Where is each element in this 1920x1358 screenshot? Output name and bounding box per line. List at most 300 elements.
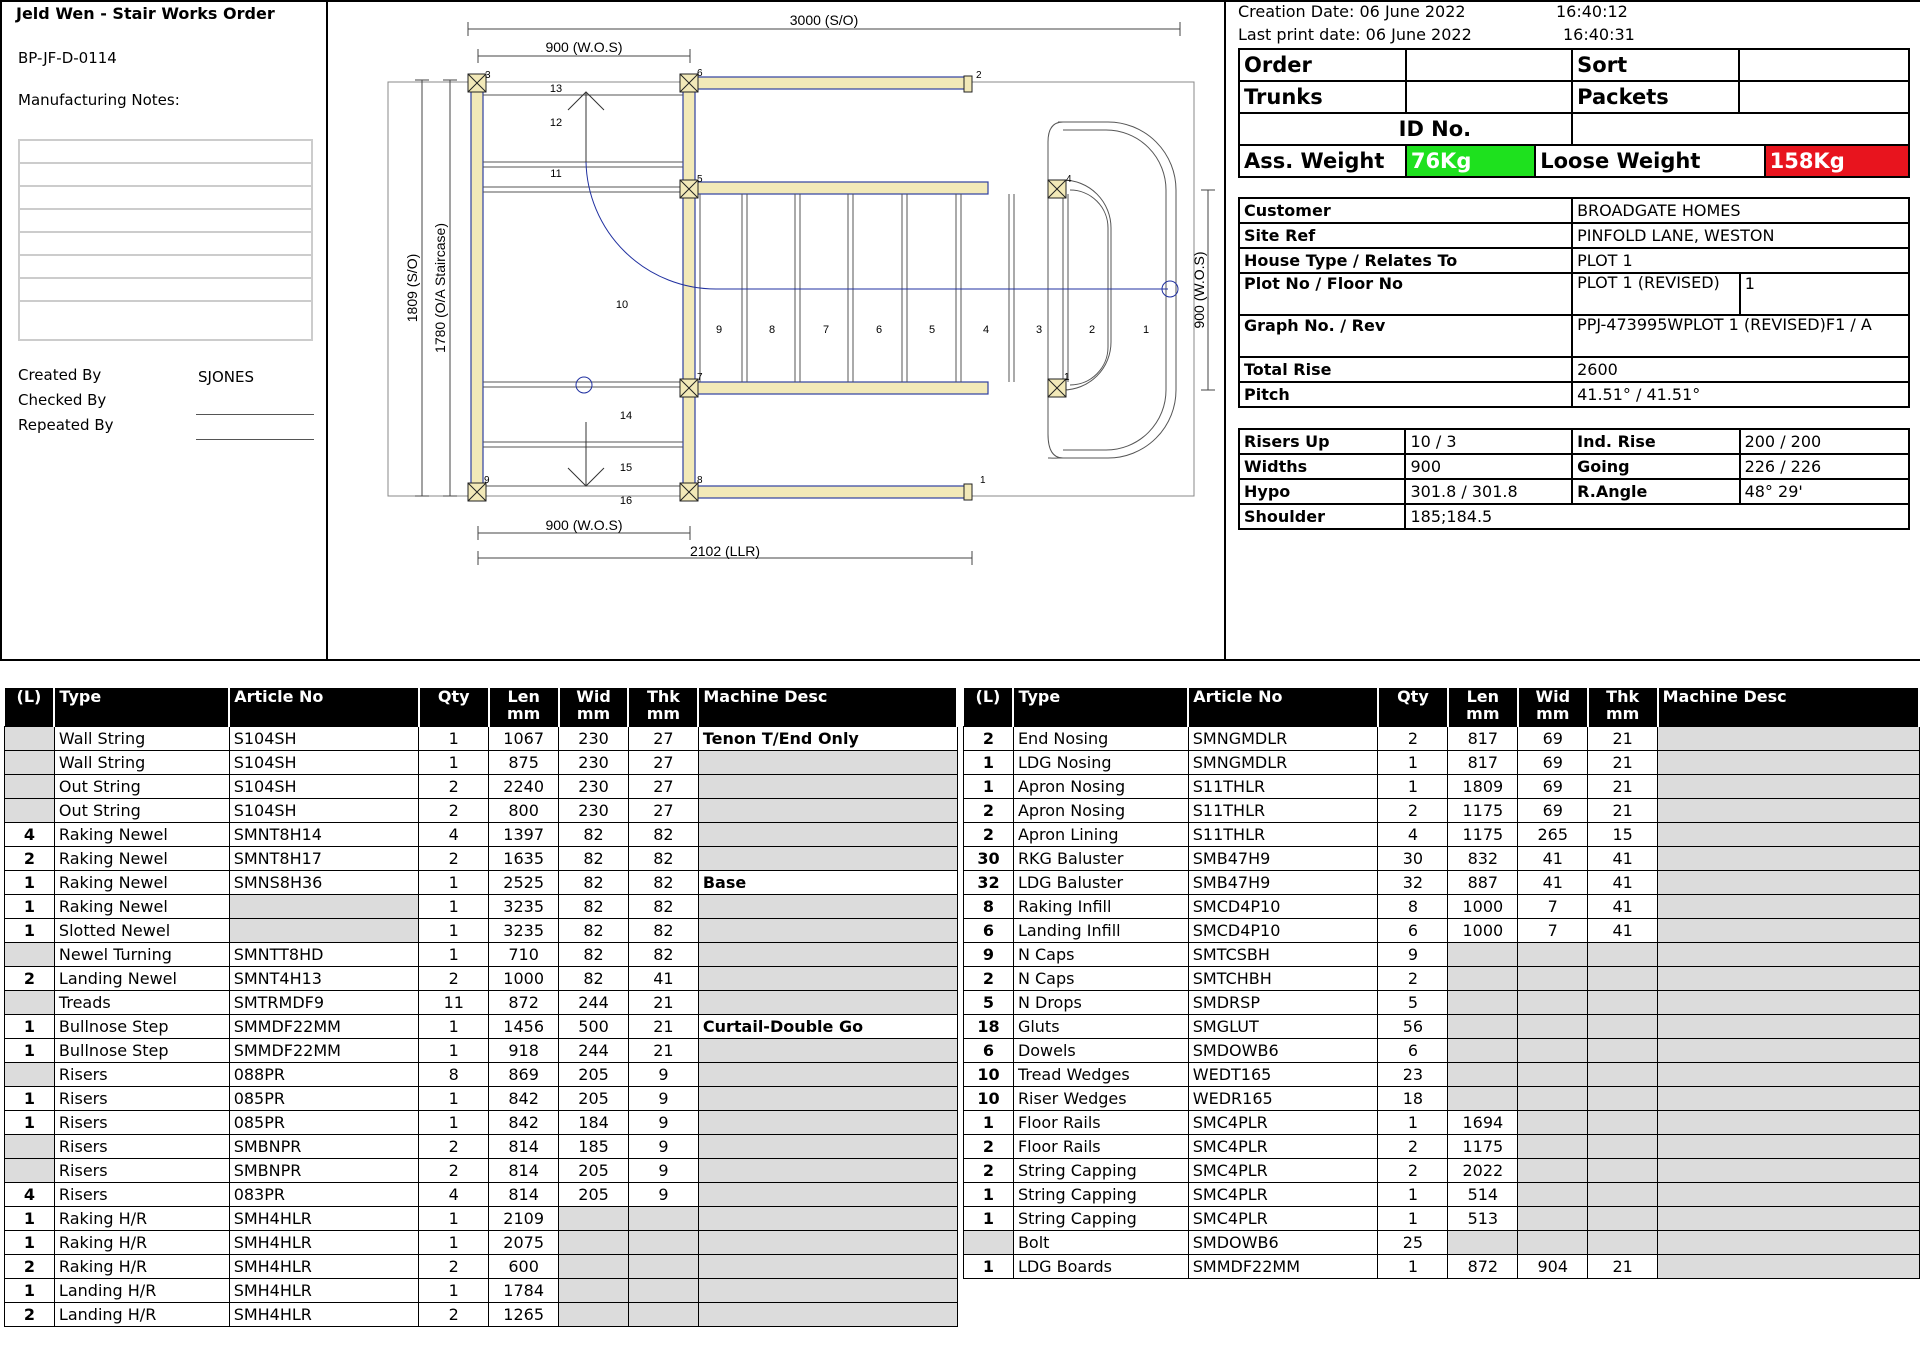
cell-type: N Drops	[1013, 991, 1188, 1015]
cell-qty: 32	[1378, 871, 1448, 895]
cell-width: 205	[559, 1183, 629, 1207]
cell-machine-desc	[698, 895, 957, 919]
table-row[interactable]	[5, 847, 958, 871]
cell-l-count: 10	[964, 1063, 1014, 1087]
newel-number: 7	[697, 372, 703, 383]
cell-article-no: SMCD4P10	[1188, 919, 1378, 943]
cell-machine-desc	[698, 919, 957, 943]
table-row[interactable]	[964, 727, 1920, 751]
cell-type: Landing Infill	[1013, 919, 1188, 943]
col-header: Type	[1013, 688, 1188, 727]
cell-length: 514	[1448, 1183, 1518, 1207]
cell-qty: 2	[1378, 1159, 1448, 1183]
table-row[interactable]	[964, 871, 1920, 895]
tread-number: 10	[615, 299, 629, 311]
cell-width: 500	[559, 1015, 629, 1039]
cell-width	[559, 1231, 629, 1255]
table-row[interactable]	[5, 1279, 958, 1303]
cell-machine-desc	[1658, 799, 1919, 823]
cell-machine-desc	[698, 1303, 957, 1327]
cell-width: 41	[1518, 847, 1588, 871]
cell-length	[1448, 991, 1518, 1015]
cell-machine-desc	[698, 1231, 957, 1255]
table-row[interactable]	[964, 943, 1920, 967]
table-row[interactable]	[964, 1255, 1920, 1279]
table-row[interactable]	[5, 1303, 958, 1327]
cell-qty: 4	[419, 823, 489, 847]
table-row[interactable]	[5, 1255, 958, 1279]
cell-l-count: 18	[964, 1015, 1014, 1039]
cell-width: 244	[559, 1039, 629, 1063]
cell-machine-desc	[698, 751, 957, 775]
cell-type: Newel Turning	[54, 943, 229, 967]
cell-thickness: 15	[1588, 823, 1658, 847]
table-row[interactable]	[5, 919, 958, 943]
loose-weight-label: Loose Weight	[1535, 145, 1764, 177]
ind-rise-value: 200 / 200	[1740, 429, 1909, 454]
sort-value[interactable]	[1739, 49, 1909, 81]
packets-value[interactable]	[1739, 81, 1909, 113]
cell-l-count: 1	[964, 751, 1014, 775]
cell-width	[559, 1303, 629, 1327]
cell-type: Bolt	[1013, 1231, 1188, 1255]
table-row[interactable]	[5, 727, 958, 751]
checked-by-line	[196, 414, 314, 415]
table-row[interactable]	[964, 1183, 1920, 1207]
stair-plan-drawing-panel	[326, 0, 1226, 661]
cell-width	[1518, 1063, 1588, 1087]
col-header: Machine Desc	[698, 688, 957, 727]
r-angle-value: 48° 29'	[1740, 479, 1909, 504]
table-row[interactable]	[5, 1063, 958, 1087]
cell-qty: 1	[419, 751, 489, 775]
table-row[interactable]	[5, 871, 958, 895]
table-row[interactable]	[5, 967, 958, 991]
stair-plan-drawing	[328, 2, 1224, 659]
cell-type: Floor Rails	[1013, 1135, 1188, 1159]
dim-wos-bottom: 900 (W.O.S)	[545, 517, 623, 533]
cell-width: 244	[559, 991, 629, 1015]
cell-type: Gluts	[1013, 1015, 1188, 1039]
cell-l-count	[5, 1063, 55, 1087]
cell-machine-desc	[1658, 895, 1919, 919]
cell-width	[1518, 1207, 1588, 1231]
cell-length	[1448, 967, 1518, 991]
cell-article-no: S11THLR	[1188, 775, 1378, 799]
cell-machine-desc	[1658, 1231, 1919, 1255]
cell-machine-desc	[698, 1087, 957, 1111]
cell-qty: 11	[419, 991, 489, 1015]
cell-l-count	[5, 1135, 55, 1159]
ind-rise-label: Ind. Rise	[1572, 429, 1739, 454]
cell-length	[1448, 1015, 1518, 1039]
cell-thickness	[1588, 1159, 1658, 1183]
cell-type: LDG Baluster	[1013, 871, 1188, 895]
tread-number: 5	[928, 324, 936, 336]
cell-thickness: 9	[628, 1111, 698, 1135]
cell-article-no: 085PR	[229, 1111, 419, 1135]
tread-number: 9	[715, 324, 723, 336]
cell-l-count: 2	[964, 967, 1014, 991]
cell-l-count: 30	[964, 847, 1014, 871]
cell-machine-desc	[698, 1255, 957, 1279]
cell-thickness	[628, 1231, 698, 1255]
cell-l-count: 1	[5, 895, 55, 919]
table-row[interactable]	[5, 1159, 958, 1183]
graph-rev-label: Graph No. / Rev	[1239, 315, 1572, 357]
repeated-by-label: Repeated By	[18, 416, 114, 434]
table-row[interactable]	[5, 1231, 958, 1255]
cell-qty: 1	[419, 1039, 489, 1063]
table-row[interactable]	[5, 895, 958, 919]
cell-thickness: 27	[628, 799, 698, 823]
table-row[interactable]	[964, 1159, 1920, 1183]
cell-article-no: 088PR	[229, 1063, 419, 1087]
cell-machine-desc	[1658, 943, 1919, 967]
cell-thickness: 41	[1588, 847, 1658, 871]
cell-type: N Caps	[1013, 967, 1188, 991]
cell-thickness: 82	[628, 847, 698, 871]
cell-thickness	[628, 1279, 698, 1303]
cell-qty: 1	[419, 727, 489, 751]
cell-article-no: SMH4HLR	[229, 1303, 419, 1327]
tread-number: 15	[619, 462, 633, 474]
cell-length: 1000	[489, 967, 559, 991]
cell-qty: 1	[1378, 1207, 1448, 1231]
document-title: Jeld Wen - Stair Works Order	[16, 4, 275, 23]
shoulder-label: Shoulder	[1239, 504, 1405, 529]
table-row[interactable]	[5, 1087, 958, 1111]
cell-article-no: SMNT4H13	[229, 967, 419, 991]
table-row[interactable]	[5, 1039, 958, 1063]
table-row[interactable]	[964, 1015, 1920, 1039]
cell-machine-desc	[698, 1279, 957, 1303]
table-row[interactable]	[5, 943, 958, 967]
cell-thickness	[1588, 1063, 1658, 1087]
cell-machine-desc	[1658, 823, 1919, 847]
cell-qty: 9	[1378, 943, 1448, 967]
cell-machine-desc	[1658, 871, 1919, 895]
table-row[interactable]	[5, 799, 958, 823]
cell-length: 600	[489, 1255, 559, 1279]
cell-qty: 5	[1378, 991, 1448, 1015]
cell-length: 1067	[489, 727, 559, 751]
cell-article-no: S104SH	[229, 799, 419, 823]
cell-type: Tread Wedges	[1013, 1063, 1188, 1087]
table-row[interactable]	[964, 895, 1920, 919]
cell-l-count: 1	[5, 1015, 55, 1039]
cell-machine-desc	[1658, 1063, 1919, 1087]
cell-qty: 1	[1378, 1111, 1448, 1135]
col-header: Machine Desc	[1658, 688, 1919, 727]
cell-length: 1397	[489, 823, 559, 847]
going-label: Going	[1572, 454, 1739, 479]
cell-qty: 1	[419, 1207, 489, 1231]
dim-llr: 2102 (LLR)	[689, 543, 761, 559]
cell-qty: 2	[1378, 799, 1448, 823]
cell-type: String Capping	[1013, 1183, 1188, 1207]
table-row[interactable]	[964, 1039, 1920, 1063]
table-row[interactable]	[964, 1063, 1920, 1087]
cell-l-count: 1	[5, 1279, 55, 1303]
cell-machine-desc	[698, 1135, 957, 1159]
cell-thickness: 21	[628, 1039, 698, 1063]
cell-width	[1518, 1111, 1588, 1135]
col-header: Len mm	[489, 688, 559, 727]
cell-qty: 4	[419, 1183, 489, 1207]
cell-l-count: 1	[964, 1207, 1014, 1231]
cell-width	[1518, 1039, 1588, 1063]
cell-l-count	[5, 1159, 55, 1183]
table-row[interactable]	[964, 1135, 1920, 1159]
cell-thickness	[1588, 1231, 1658, 1255]
cell-width	[1518, 1183, 1588, 1207]
cell-l-count	[964, 1231, 1014, 1255]
cell-type: Bullnose Step	[54, 1039, 229, 1063]
cell-length: 2525	[489, 871, 559, 895]
cell-article-no: SMH4HLR	[229, 1207, 419, 1231]
order-table	[1238, 48, 1910, 146]
cell-machine-desc	[1658, 991, 1919, 1015]
cell-type: Dowels	[1013, 1039, 1188, 1063]
cell-qty: 23	[1378, 1063, 1448, 1087]
cell-machine-desc	[698, 943, 957, 967]
cell-machine-desc	[1658, 775, 1919, 799]
cell-type: Apron Nosing	[1013, 799, 1188, 823]
widths-label: Widths	[1239, 454, 1405, 479]
cell-machine-desc	[1658, 967, 1919, 991]
tread-number: 12	[549, 117, 563, 129]
cell-type: Risers	[54, 1183, 229, 1207]
table-row[interactable]	[964, 775, 1920, 799]
manufacturing-notes-box[interactable]	[18, 139, 313, 341]
cell-thickness: 21	[1588, 1255, 1658, 1279]
cell-article-no: SMTCSBH	[1188, 943, 1378, 967]
table-row[interactable]	[5, 775, 958, 799]
cell-machine-desc: Tenon T/End Only	[698, 727, 957, 751]
cell-machine-desc	[698, 991, 957, 1015]
table-row[interactable]	[964, 919, 1920, 943]
cell-type: Raking Newel	[54, 823, 229, 847]
table-row[interactable]	[964, 799, 1920, 823]
cell-qty: 6	[1378, 919, 1448, 943]
cell-article-no: SMC4PLR	[1188, 1135, 1378, 1159]
cell-article-no: SMDOWB6	[1188, 1231, 1378, 1255]
cell-machine-desc	[698, 967, 957, 991]
cell-article-no: S11THLR	[1188, 823, 1378, 847]
newel-number: 9	[484, 475, 490, 486]
cell-width: 265	[1518, 823, 1588, 847]
table-row[interactable]	[5, 991, 958, 1015]
cell-l-count: 1	[5, 1231, 55, 1255]
cell-thickness: 21	[628, 1015, 698, 1039]
cell-qty: 1	[1378, 751, 1448, 775]
table-row[interactable]	[964, 1111, 1920, 1135]
table-row[interactable]	[5, 1183, 958, 1207]
cell-width: 205	[559, 1063, 629, 1087]
cell-article-no: 083PR	[229, 1183, 419, 1207]
cell-length: 1784	[489, 1279, 559, 1303]
cell-type: Raking H/R	[54, 1231, 229, 1255]
cell-type: Raking Infill	[1013, 895, 1188, 919]
tread-number: 1	[1142, 324, 1150, 336]
id-no-value[interactable]	[1572, 113, 1909, 145]
newel-number: 8	[697, 475, 703, 486]
cell-type: End Nosing	[1013, 727, 1188, 751]
shoulder-value: 185;184.5	[1405, 504, 1909, 529]
customer-table	[1238, 197, 1910, 408]
cell-article-no: SMNGMDLR	[1188, 751, 1378, 775]
cell-l-count: 10	[964, 1087, 1014, 1111]
cell-thickness: 9	[628, 1087, 698, 1111]
cell-article-no: SMMDF22MM	[1188, 1255, 1378, 1279]
cell-machine-desc	[698, 1063, 957, 1087]
cell-article-no: SMDOWB6	[1188, 1039, 1378, 1063]
table-row[interactable]	[5, 1207, 958, 1231]
cell-article-no: SMGLUT	[1188, 1015, 1378, 1039]
cell-length: 2022	[1448, 1159, 1518, 1183]
table-row[interactable]	[5, 823, 958, 847]
cell-width: 82	[559, 823, 629, 847]
cell-article-no: SMTCHBH	[1188, 967, 1378, 991]
hypo-label: Hypo	[1239, 479, 1405, 504]
cell-article-no: WEDT165	[1188, 1063, 1378, 1087]
cell-article-no: SMNTT8HD	[229, 943, 419, 967]
cell-width: 69	[1518, 775, 1588, 799]
order-header-panel	[0, 0, 328, 661]
cell-l-count: 2	[5, 967, 55, 991]
created-by-label: Created By	[18, 366, 102, 384]
cell-article-no: SMNT8H14	[229, 823, 419, 847]
cell-width	[1518, 1015, 1588, 1039]
cell-l-count: 6	[964, 919, 1014, 943]
cell-l-count	[5, 943, 55, 967]
cell-thickness	[1588, 1039, 1658, 1063]
dim-overall-width: 3000 (S/O)	[789, 12, 859, 28]
table-row[interactable]	[964, 1231, 1920, 1255]
table-row[interactable]	[5, 1111, 958, 1135]
cell-article-no: SMTRMDF9	[229, 991, 419, 1015]
table-row[interactable]	[964, 847, 1920, 871]
dim-so-left: 1809 (S/O)	[404, 253, 420, 323]
cell-thickness: 27	[628, 751, 698, 775]
cell-qty: 2	[419, 775, 489, 799]
cell-width: 82	[559, 871, 629, 895]
cell-width	[1518, 1135, 1588, 1159]
cell-thickness	[1588, 967, 1658, 991]
cell-width: 904	[1518, 1255, 1588, 1279]
cell-qty: 1	[1378, 1255, 1448, 1279]
table-row[interactable]	[5, 1135, 958, 1159]
table-row[interactable]	[964, 1087, 1920, 1111]
table-row[interactable]	[964, 991, 1920, 1015]
cell-article-no: 085PR	[229, 1087, 419, 1111]
cell-type: N Caps	[1013, 943, 1188, 967]
cell-thickness: 41	[1588, 871, 1658, 895]
cell-machine-desc	[698, 775, 957, 799]
cell-width: 184	[559, 1111, 629, 1135]
customer-label: Customer	[1239, 198, 1572, 223]
cell-width	[559, 1279, 629, 1303]
cell-width	[1518, 1159, 1588, 1183]
cell-length: 1456	[489, 1015, 559, 1039]
cell-thickness: 9	[628, 1159, 698, 1183]
cell-width	[1518, 991, 1588, 1015]
hypo-value: 301.8 / 301.8	[1405, 479, 1572, 504]
cell-article-no: SMMDF22MM	[229, 1039, 419, 1063]
cell-article-no: SMB47H9	[1188, 847, 1378, 871]
cell-width: 69	[1518, 751, 1588, 775]
tread-number: 2	[1088, 324, 1096, 336]
dim-wos-right: 900 (W.O.S)	[1191, 251, 1207, 329]
table-row[interactable]	[964, 967, 1920, 991]
col-header: Type	[54, 688, 229, 727]
cell-article-no: SMB47H9	[1188, 871, 1378, 895]
cell-article-no: SMBNPR	[229, 1135, 419, 1159]
dimensions-table	[1238, 428, 1910, 530]
cell-length: 513	[1448, 1207, 1518, 1231]
cell-thickness	[1588, 1087, 1658, 1111]
order-value[interactable]	[1406, 49, 1572, 81]
cell-qty: 8	[419, 1063, 489, 1087]
cell-type: Out String	[54, 799, 229, 823]
cell-article-no: S104SH	[229, 751, 419, 775]
cell-length: 1000	[1448, 919, 1518, 943]
cell-l-count: 1	[964, 775, 1014, 799]
cell-length: 1694	[1448, 1111, 1518, 1135]
newel-number: 3	[485, 70, 491, 81]
table-row[interactable]	[964, 751, 1920, 775]
cell-width	[559, 1255, 629, 1279]
cell-length	[1448, 1039, 1518, 1063]
cell-qty: 1	[1378, 1183, 1448, 1207]
cell-width: 82	[559, 895, 629, 919]
cell-thickness: 27	[628, 775, 698, 799]
table-row[interactable]	[5, 751, 958, 775]
cell-length: 875	[489, 751, 559, 775]
cell-l-count	[5, 775, 55, 799]
table-row[interactable]	[964, 823, 1920, 847]
cell-type: LDG Nosing	[1013, 751, 1188, 775]
table-row[interactable]	[964, 1207, 1920, 1231]
tread-number: 16	[619, 495, 633, 507]
cell-machine-desc	[698, 1159, 957, 1183]
tread-number: 4	[982, 324, 990, 336]
cell-length: 1175	[1448, 1135, 1518, 1159]
cell-l-count	[5, 799, 55, 823]
cell-qty: 4	[1378, 823, 1448, 847]
ass-weight-value: 76Kg	[1406, 145, 1535, 177]
cell-article-no: SMH4HLR	[229, 1231, 419, 1255]
trunks-value[interactable]	[1406, 81, 1572, 113]
cell-length: 2240	[489, 775, 559, 799]
table-header-row	[5, 688, 958, 727]
cell-length: 1265	[489, 1303, 559, 1327]
cell-length: 918	[489, 1039, 559, 1063]
cell-width	[1518, 1231, 1588, 1255]
cell-qty: 2	[419, 1303, 489, 1327]
cell-machine-desc	[698, 1183, 957, 1207]
cell-thickness	[1588, 991, 1658, 1015]
table-row[interactable]	[5, 1015, 958, 1039]
cell-qty: 2	[419, 799, 489, 823]
col-header: (L)	[5, 688, 55, 727]
cell-article-no: SMC4PLR	[1188, 1207, 1378, 1231]
tread-number: 8	[768, 324, 776, 336]
cell-qty: 1	[419, 895, 489, 919]
cell-width: 69	[1518, 799, 1588, 823]
cell-qty: 2	[419, 967, 489, 991]
